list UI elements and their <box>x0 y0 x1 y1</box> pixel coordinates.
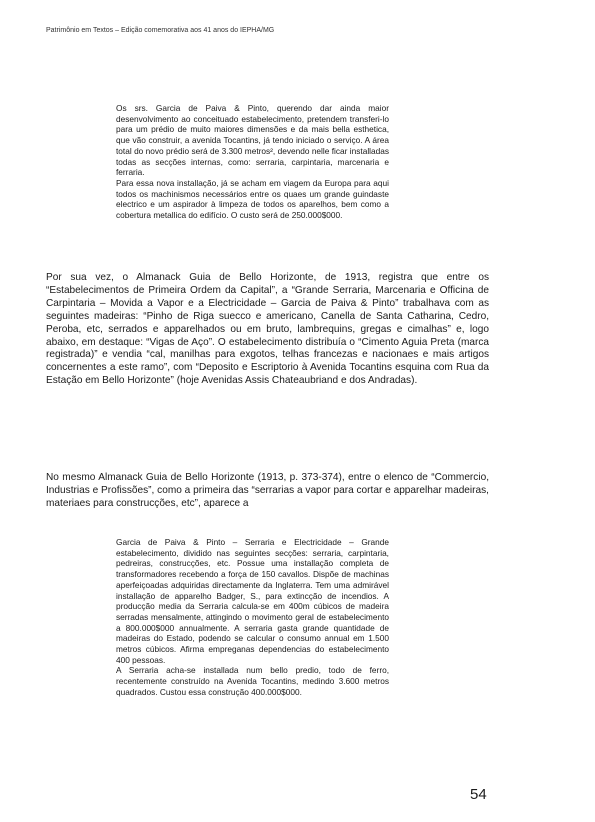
quote-paragraph: Os srs. Garcia de Paiva & Pinto, querendo dar ainda maior desenvolvimento ao conceituado estabelecimento, pretendem transferi-lo para um prédio de muito maiores dimensões e da mais bella esthetica, que vão construir, a avenida Tocantins, já tendo iniciado o serviço. A área total do novo prédio será de 3.300 metros², devendo nelle ficar installadas todas as secções internas, como: serraria, carpintaria, marcenaria e ferraria. <box>116 103 389 178</box>
page-number: 54 <box>470 786 487 803</box>
quote-paragraph: A Serraria acha-se installada num bello predio, todo de ferro, recentemente construído na Avenida Tocantins, medindo 3.600 metros quadrados. Custou essa construção 400.000$000. <box>116 665 389 697</box>
quote-paragraph: Para essa nova installação, já se acham em viagem da Europa para aqui todos os machinismos necessários entre os quaes um grande guindaste electrico e um aspirador à limpeza de todos os aparelhos, bem como a cobertura metallica do edifício. O custo será de 250.000$000. <box>116 177 389 221</box>
running-header: Patrimônio em Textos – Edição comemorativa aos 41 anos do IEPHA/MG <box>46 27 275 34</box>
body-paragraph-1: Por sua vez, o Almanack Guia de Bello Horizonte, de 1913, registra que entre os “Estabelecimentos de Primeira Ordem da Capital”, a “Grande Serraria, Marcenaria e Officina de Carpintaria – Movida a Vapor e a Electricidade – Garcia de Paiva & Pinto” trabalhava com as seguintes madeiras: “Pinho de Riga suecco e americano, Canella de Santa Catharina, Cedro, Peroba, etc, serrados e apparelhados ou em bruto, lambrequins, gregas e cimalhas” e, logo abaixo, em destaque: “Vigas de Aço”. O estabelecimento distribuía o “Cimento Aguia Preta (marca registrada)” e vendia “cal, manilhas para exgotos, telhas francezas e nacionaes e mais artigos concernentes a este ramo”, com “Deposito e Escriptorio à Avenida Tocantins esquina com Rua da Estação em Bello Horizonte” (hoje Avenidas Assis Chateaubriand e dos Andradas). <box>46 272 489 387</box>
body-paragraph-2: No mesmo Almanack Guia de Bello Horizonte (1913, p. 373-374), entre o elenco de “Commercio, Industrias e Profissões”, como a primeira das “serrarias a vapor para cortar e apparelhar madeiras, materiaes para construcções, etc”, aparece a <box>46 472 489 509</box>
quote-paragraph: Garcia de Paiva & Pinto – Serraria e Electricidade – Grande estabelecimento, dividido nas seguintes secções: serraria, carpintaria, pedreiras, construcções, etc. Possue uma installação completa de transformadores recebendo a força de 150 cavallos. Dispõe de machinas aperfeiçoadas adquiridas directamente da Inglaterra. Tem uma admirável installação de apparelho Badger, S., para extincção de incendios. A producção media da Serraria calcula-se em 400m cúbicos de madeira serradas mensalmente, attingindo o movimento geral de estabelecimento a 800.000$000 annualmente. A serraria gasta grande quantidade de madeiras do Estado, podendo se calcular o consumo annual em 1.500 metros cúbicos. Afirma empreganas dependencias do estabelecimento 400 pessoas. <box>116 537 389 665</box>
block-quote-1 <box>116 103 389 221</box>
block-quote-2 <box>116 537 389 698</box>
